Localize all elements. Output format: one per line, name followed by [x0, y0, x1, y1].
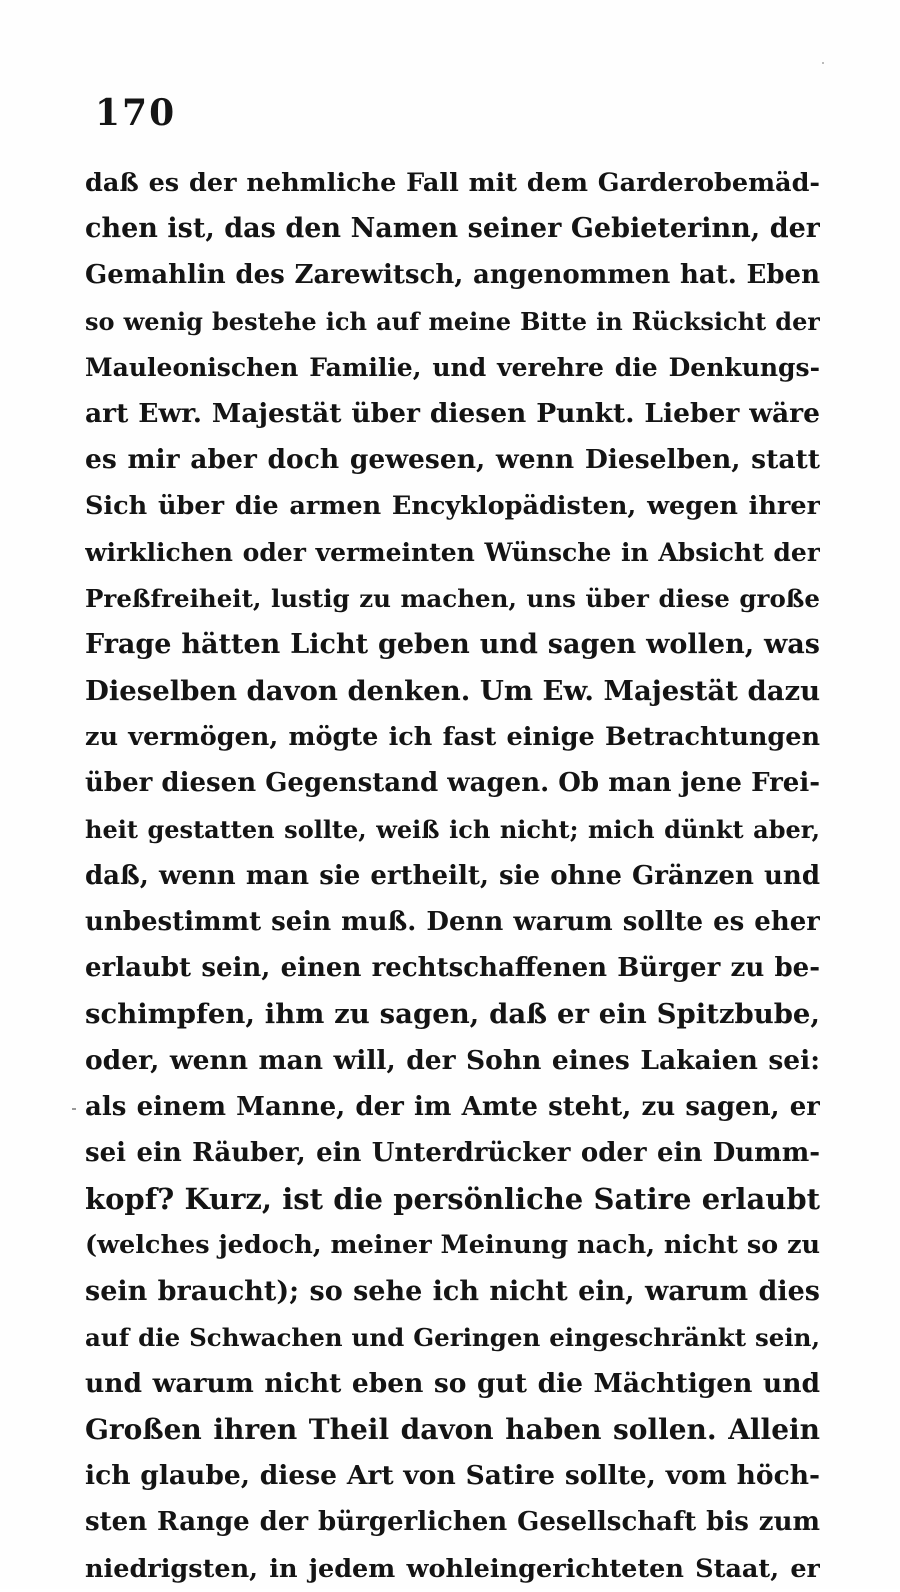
text-line: daß, wenn man sie ertheilt, sie ohne Gränzen und	[85, 860, 820, 891]
text-line: Großen ihren Theil davon haben sollen. Allein	[85, 1413, 820, 1447]
text-line: unbestimmt sein muß. Denn warum sollte es eher	[85, 907, 820, 937]
text-line: Dieselben davon denken. Um Ew. Majestät dazu	[85, 675, 820, 708]
text-line: art Ewr. Majestät über diesen Punkt. Lieber wäre	[85, 397, 820, 429]
text-line: zu vermögen, mögte ich fast einige Betrachtungen	[85, 722, 820, 753]
text-line: als einem Manne, der im Amte steht, zu sagen, er	[85, 1091, 820, 1122]
text-line: kopf? Kurz, ist die persönliche Satire erlaubt	[85, 1182, 820, 1217]
text-line: es mir aber doch gewesen, wenn Dieselben, statt	[85, 444, 820, 476]
text-line: sein braucht); so sehe ich nicht ein, warum dies	[85, 1275, 820, 1307]
text-line: ich glaube, diese Art von Satire sollte, vom höch-	[85, 1460, 820, 1492]
text-line: niedrigsten, in jedem wohleingerichteten Staat, er	[85, 1553, 820, 1584]
text-line: sten Range der bürgerlichen Gesellschaft bis zum	[85, 1507, 820, 1538]
text-line: daß es der nehmliche Fall mit dem Garderobemäd-	[85, 168, 820, 198]
text-line: oder, wenn man will, der Sohn eines Lakaien sei:	[85, 1044, 820, 1076]
body-text	[85, 160, 820, 1592]
text-line: wirklichen oder vermeinten Wünsche in Absicht der	[85, 537, 820, 567]
text-line: Frage hätten Licht geben und sagen wollen, was	[85, 628, 820, 660]
text-line: schimpfen, ihm zu sagen, daß er ein Spitzbube,	[85, 998, 820, 1031]
text-line: Gemahlin des Zarewitsch, angenommen hat. Eben	[85, 260, 820, 291]
text-line: Mauleonischen Familie, und verehre die Denkungs-	[85, 352, 820, 382]
text-line: Sich über die armen Encyklopädisten, wegen ihrer	[85, 491, 820, 522]
text-line: auf die Schwachen und Geringen eingeschränkt sein,	[85, 1322, 820, 1352]
text-line: sei ein Räuber, ein Unterdrücker oder ein Dumm-	[85, 1137, 820, 1168]
text-line: so wenig bestehe ich auf meine Bitte in Rücksicht der	[85, 306, 820, 336]
scan-speck	[72, 1108, 76, 1110]
text-line: und warum nicht eben so gut die Mächtigen und	[85, 1367, 820, 1399]
text-line: Preßfreiheit, lustig zu machen, uns über diese große	[85, 583, 820, 613]
page-number: 170	[95, 92, 177, 134]
text-line: chen ist, das den Namen seiner Gebieterinn, der	[85, 213, 820, 245]
scan-speck	[822, 62, 824, 64]
text-line: heit gestatten sollte, weiß ich nicht; mich dünkt aber,	[85, 814, 820, 844]
text-line: erlaubt sein, einen rechtschaffenen Bürger zu be-	[85, 953, 820, 984]
text-line: über diesen Gegenstand wagen. Ob man jene Frei-	[85, 768, 820, 799]
text-line: (welches jedoch, meiner Meinung nach, nicht so zu	[85, 1230, 820, 1261]
